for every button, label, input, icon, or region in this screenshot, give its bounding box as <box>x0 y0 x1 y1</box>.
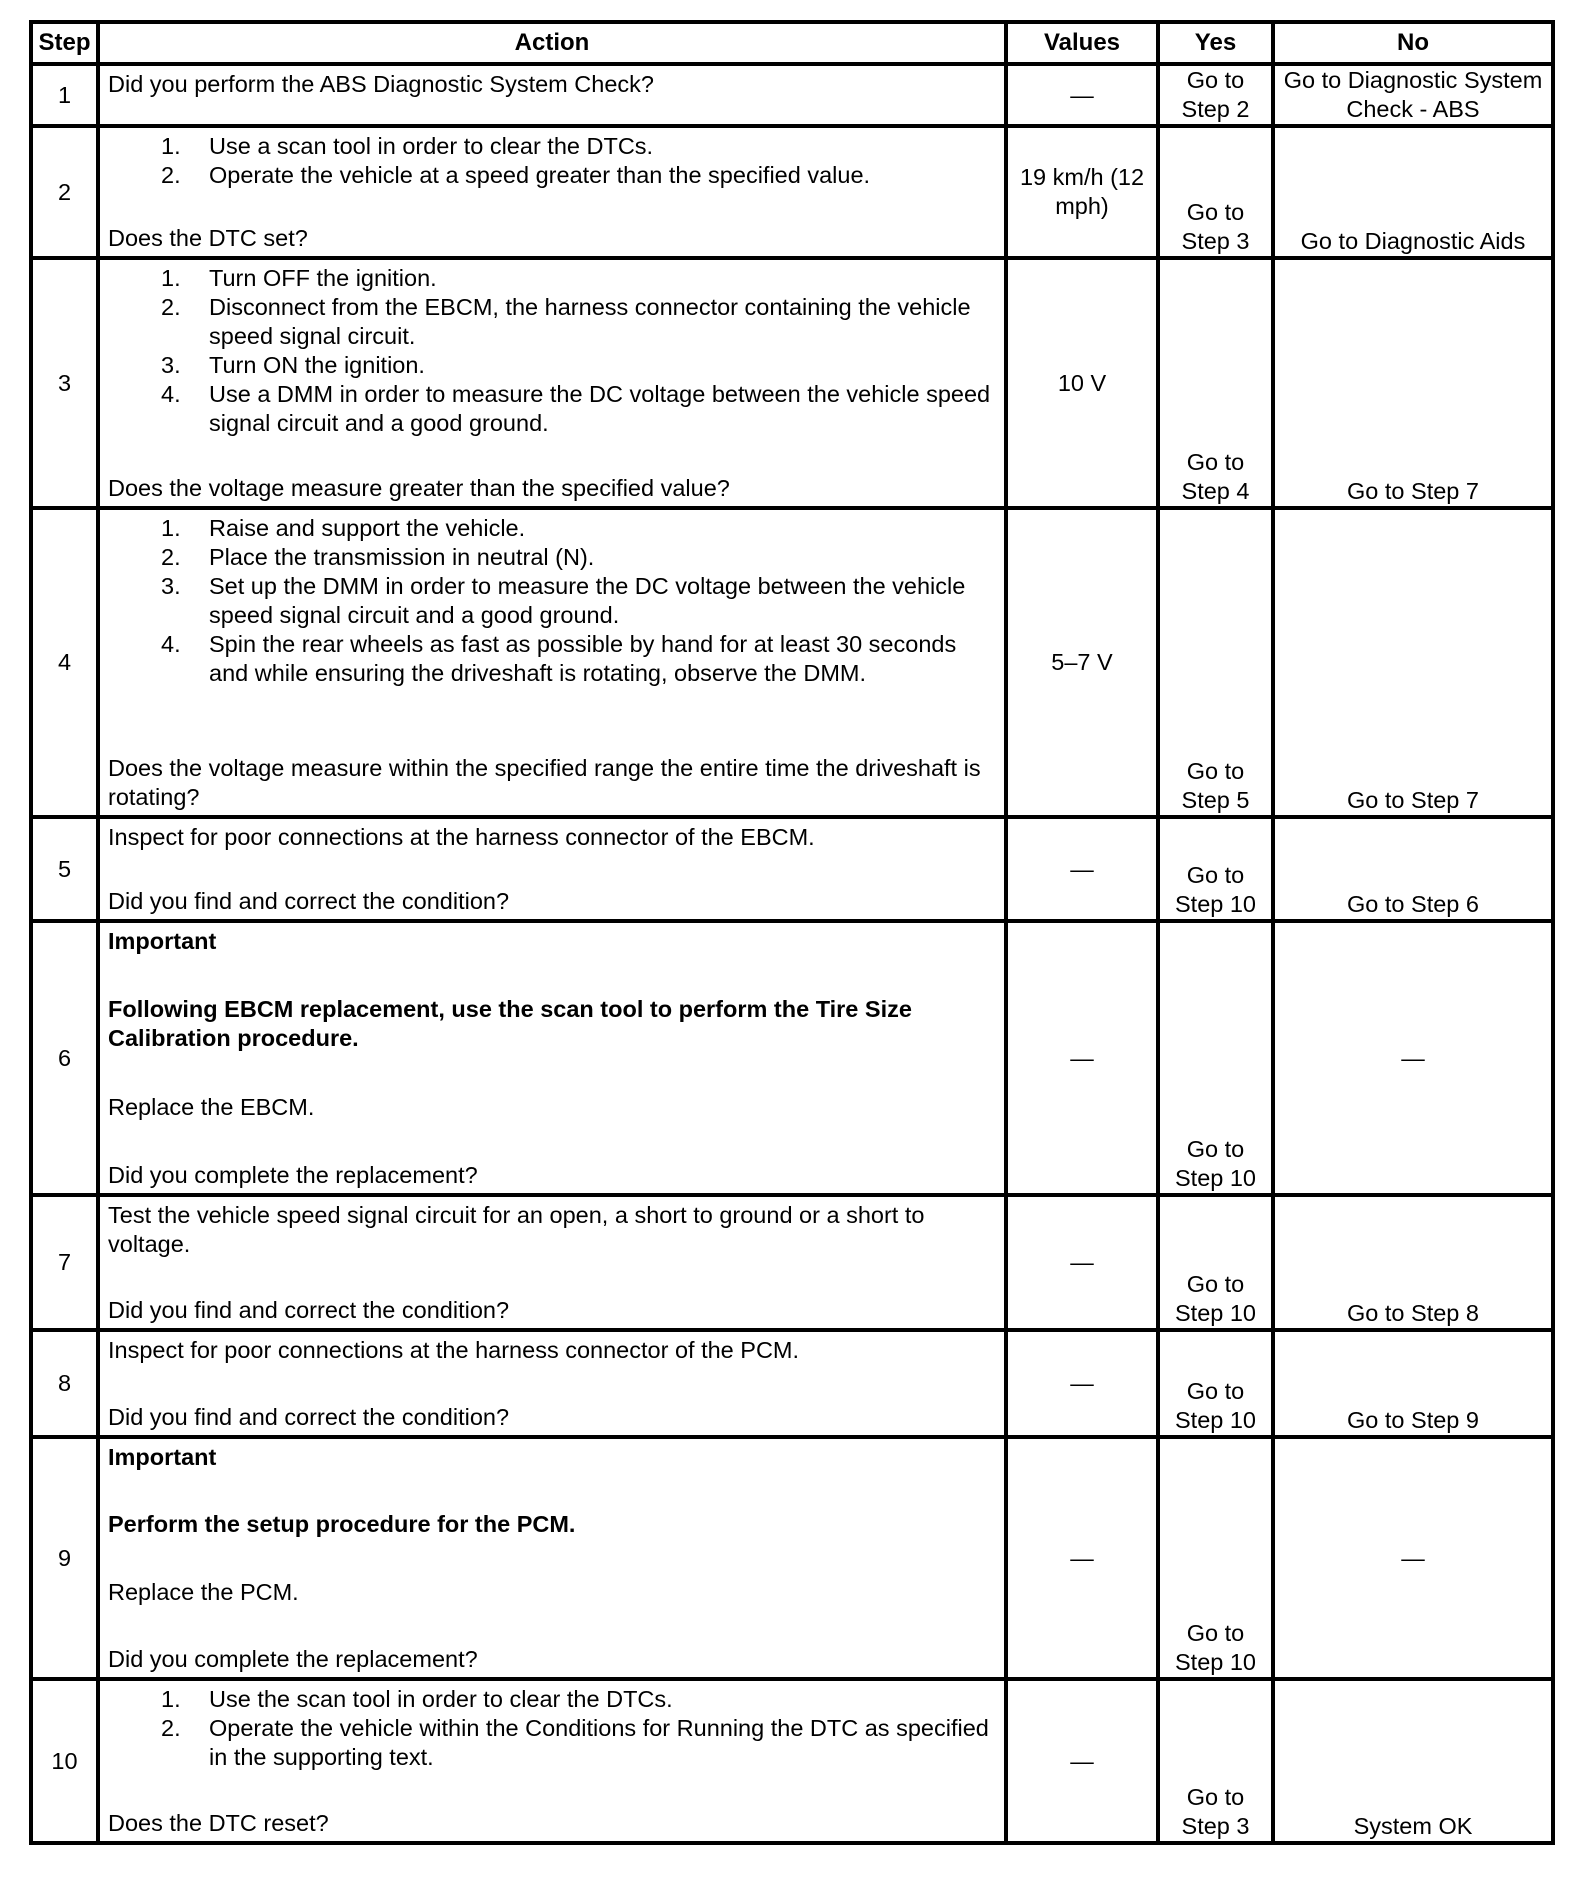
value-cell: — <box>1006 64 1158 126</box>
yes-cell: Go to Step 2 <box>1158 64 1273 126</box>
no-cell: Go to Step 7 <box>1273 508 1553 817</box>
value-cell: — <box>1006 921 1158 1195</box>
value-cell: — <box>1006 817 1158 921</box>
list-item: 2. Disconnect from the EBCM, the harness connector containing the vehicle speed signal circuit. <box>161 294 971 349</box>
value-cell: — <box>1006 1330 1158 1437</box>
no-cell: Go to Step 9 <box>1273 1330 1553 1437</box>
action-question: Did you complete the replacement? <box>108 1161 478 1188</box>
action-question: Does the DTC set? <box>108 225 308 251</box>
header-row <box>31 22 1553 64</box>
list-item: 1. Use a scan tool in order to clear the DTCs. <box>161 133 654 159</box>
yes-cell: Go to Step 4 <box>1158 258 1273 508</box>
action-question: Does the voltage measure within the specified range the entire time the driveshaft is rotating? <box>108 755 981 810</box>
diagnostic-table <box>29 20 1555 1845</box>
action-list <box>108 514 996 688</box>
yes-cell: Go to Step 3 <box>1158 1679 1273 1843</box>
list-item: 1. Use the scan tool in order to clear the DTCs. <box>161 1686 673 1712</box>
important-note: Perform the setup procedure for the PCM. <box>108 1511 576 1538</box>
yes-cell: Go to Step 10 <box>1158 1330 1273 1437</box>
action-question: Did you find and correct the condition? <box>108 888 510 914</box>
table-row <box>31 258 1553 508</box>
no-cell: Go to Step 6 <box>1273 817 1553 921</box>
value-cell: — <box>1006 1195 1158 1330</box>
table-row <box>31 1679 1553 1843</box>
list-item: 2. Operate the vehicle at a speed greater than the specified value. <box>161 162 871 188</box>
important-heading: Important <box>108 1444 217 1470</box>
action-text: Replace the PCM. <box>108 1578 299 1605</box>
table-row <box>31 921 1553 1195</box>
table-row <box>31 1437 1553 1679</box>
action-text: Replace the EBCM. <box>108 1093 315 1120</box>
yes-cell: Go to Step 10 <box>1158 1437 1273 1679</box>
yes-cell: Go to Step 3 <box>1158 126 1273 258</box>
action-cell <box>98 1437 1006 1679</box>
value-cell: 19 km/h (12 mph) <box>1006 126 1158 258</box>
no-cell: Go to Step 7 <box>1273 258 1553 508</box>
value-cell: — <box>1006 1679 1158 1843</box>
important-note: Following EBCM replacement, use the scan tool to perform the Tire Size Calibration procedure. <box>108 996 912 1052</box>
action-question: Does the voltage measure greater than the specified value? <box>108 475 730 501</box>
action-text: Inspect for poor connections at the harness connector of the PCM. <box>108 1337 800 1363</box>
list-item: 4. Spin the rear wheels as fast as possible by hand for at least 30 seconds and while ensuring the driveshaft is rotating, observe the DMM. <box>161 631 957 686</box>
step-number: 4 <box>31 508 98 817</box>
table-row <box>31 1330 1553 1437</box>
header-action: Action <box>98 22 1006 64</box>
step-number: 5 <box>31 817 98 921</box>
yes-cell: Go to Step 10 <box>1158 921 1273 1195</box>
action-cell <box>98 1330 1006 1437</box>
step-number: 7 <box>31 1195 98 1330</box>
header-step: Step <box>31 22 98 64</box>
no-cell: — <box>1273 921 1553 1195</box>
table-row <box>31 508 1553 817</box>
action-list <box>108 264 996 438</box>
action-text: Inspect for poor connections at the harness connector of the EBCM. <box>108 824 815 850</box>
step-number: 2 <box>31 126 98 258</box>
header-no: No <box>1273 22 1553 64</box>
value-cell: — <box>1006 1437 1158 1679</box>
list-item: 1. Turn OFF the ignition. <box>161 265 437 291</box>
action-cell <box>98 817 1006 921</box>
step-number: 6 <box>31 921 98 1195</box>
action-text: Test the vehicle speed signal circuit for an open, a short to ground or a short to voltage. <box>108 1202 925 1257</box>
table-row <box>31 126 1553 258</box>
table-row <box>31 64 1553 126</box>
action-cell <box>98 921 1006 1195</box>
action-question: Did you find and correct the condition? <box>108 1297 510 1323</box>
no-cell: Go to Diagnostic Aids <box>1273 126 1553 258</box>
table-row <box>31 817 1553 921</box>
action-cell <box>98 258 1006 508</box>
action-cell <box>98 1679 1006 1843</box>
action-list <box>108 132 996 190</box>
action-cell <box>98 64 1006 126</box>
yes-cell: Go to Step 10 <box>1158 817 1273 921</box>
step-number: 9 <box>31 1437 98 1679</box>
step-number: 8 <box>31 1330 98 1437</box>
list-item: 3. Set up the DMM in order to measure the DC voltage between the vehicle speed signal circuit and a good ground. <box>161 573 966 628</box>
step-number: 10 <box>31 1679 98 1843</box>
action-question: Does the DTC reset? <box>108 1810 329 1836</box>
no-cell: — <box>1273 1437 1553 1679</box>
action-cell <box>98 126 1006 258</box>
no-cell: Go to Step 8 <box>1273 1195 1553 1330</box>
yes-cell: Go to Step 10 <box>1158 1195 1273 1330</box>
list-item: 3. Turn ON the ignition. <box>161 352 425 378</box>
list-item: 2. Place the transmission in neutral (N). <box>161 544 595 570</box>
list-item: 2. Operate the vehicle within the Conditions for Running the DTC as specified in the supporting text. <box>161 1715 989 1770</box>
list-item: 1. Raise and support the vehicle. <box>161 515 526 541</box>
value-cell: 5–7 V <box>1006 508 1158 817</box>
header-yes: Yes <box>1158 22 1273 64</box>
list-item: 4. Use a DMM in order to measure the DC voltage between the vehicle speed signal circuit and a good ground. <box>161 381 991 436</box>
action-list <box>108 1685 996 1772</box>
step-number: 3 <box>31 258 98 508</box>
no-cell: Go to Diagnostic System Check - ABS <box>1273 64 1553 126</box>
action-text: Did you perform the ABS Diagnostic System Check? <box>108 71 654 97</box>
value-cell: 10 V <box>1006 258 1158 508</box>
header-values: Values <box>1006 22 1158 64</box>
action-cell <box>98 508 1006 817</box>
yes-cell: Go to Step 5 <box>1158 508 1273 817</box>
no-cell: System OK <box>1273 1679 1553 1843</box>
action-question: Did you complete the replacement? <box>108 1645 478 1672</box>
action-question: Did you find and correct the condition? <box>108 1404 510 1430</box>
table-row <box>31 1195 1553 1330</box>
important-heading: Important <box>108 928 217 954</box>
action-cell <box>98 1195 1006 1330</box>
step-number: 1 <box>31 64 98 126</box>
